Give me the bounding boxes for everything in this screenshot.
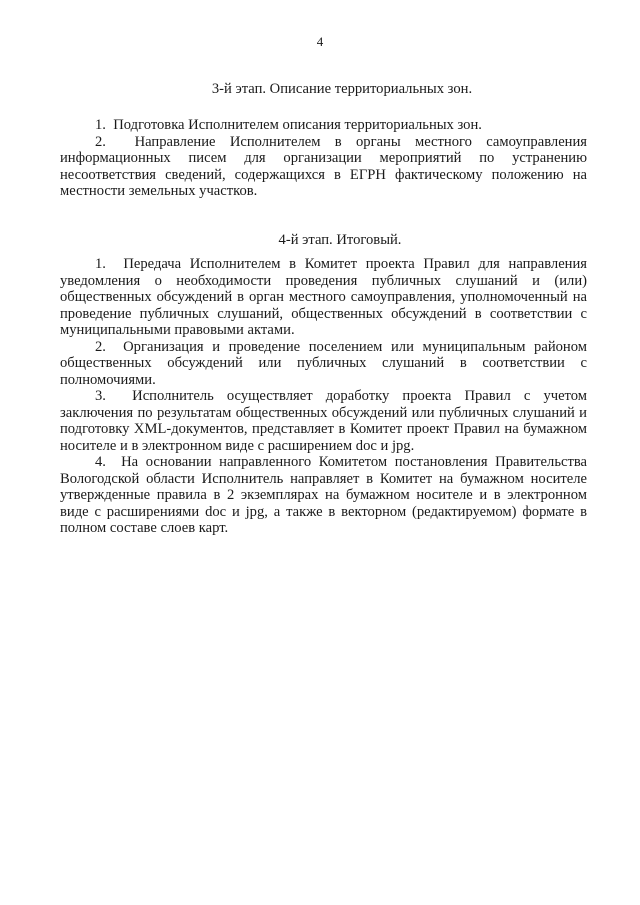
page-number: 4 (316, 34, 324, 49)
item-text: Исполнитель осуществляет доработку проекта Правил с учетом заключения по результатам общественных обсуждений или публичных слушаний и подготовку XML-документов, представляет в Комитет проект Правил на бумажном носителе и в электронном виде с расширением doc и jpg. (60, 388, 587, 454)
item-text: Организация и проведение поселением или муниципальным районом общественных обсуждений или публичных слушаний в соответствии с полномочиями. (60, 338, 587, 388)
item-number: 2. (95, 133, 106, 150)
item-text: На основании направленного Комитетом постановления Правительства Вологодской области Исполнитель направляет в Комитет на бумажном носителе утвержденные правила в 2 экземплярах на бумажном носителе и в электронном виде с расширениями doc и jpg, а также в векторном (редактируемом) формате в полном составе слоев карт. (60, 454, 588, 536)
stage-3-item-1 (60, 117, 587, 134)
item-number: 3. (95, 388, 106, 404)
stage-3-title: 3-й этап. Описание территориальных зон. (211, 81, 473, 97)
stage-4-item-2 (60, 339, 587, 389)
item-text: Направление Исполнителем в органы местного самоуправления информационных писем для организации мероприятий по устранению несоответствия сведений, содержащихся в ЕГРН фактическому положению на местности земельных участков. (60, 133, 588, 199)
stage-4-item-1 (60, 256, 587, 339)
stage-3-item-2 (60, 134, 587, 200)
item-number: 4. (95, 454, 106, 470)
stage-4-section (60, 256, 587, 537)
item-text: Подготовка Исполнителем описания территориальных зон. (113, 117, 482, 133)
stage-4-title: 4-й этап. Итоговый. (278, 232, 402, 248)
item-number: 1. (95, 117, 106, 133)
stage-4-item-3 (60, 388, 587, 454)
item-number: 2. (95, 338, 106, 355)
item-number: 1. (95, 256, 106, 272)
stage-3-section (60, 117, 587, 200)
stage-4-item-4 (60, 454, 587, 537)
item-text: Передача Исполнителем в Комитет проекта Правил для направления уведомления о необходимости проведения публичных слушаний и (или) общественных обсуждений в орган местного самоуправления, уполномоченный на проведение публичных слушаний, общественных обсуждений в соответствии с муниципальными правовыми актами. (60, 256, 587, 338)
